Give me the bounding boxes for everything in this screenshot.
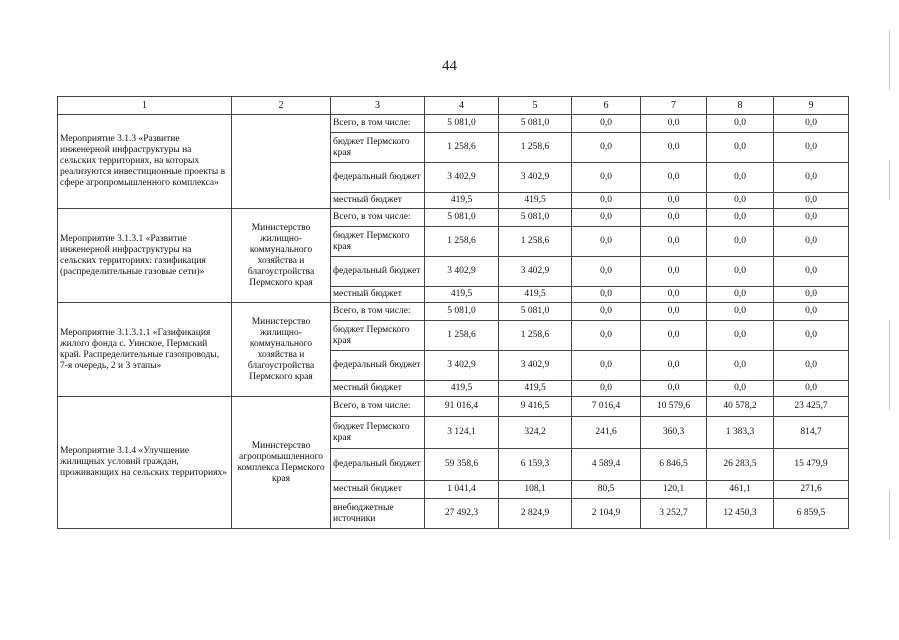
amount-cell: 91 016,4 <box>425 397 499 417</box>
funding-source: Всего, в том числе: <box>331 115 425 133</box>
table-row <box>58 303 849 321</box>
amount-cell: 5 081,0 <box>425 115 499 133</box>
amount-cell: 419,5 <box>499 287 572 303</box>
amount-cell: 360,3 <box>641 417 707 449</box>
amount-cell: 0,0 <box>572 193 641 209</box>
column-header: 4 <box>425 97 499 115</box>
funding-source: Всего, в том числе: <box>331 397 425 417</box>
amount-cell: 0,0 <box>707 193 774 209</box>
scan-edge-marks <box>887 20 893 620</box>
amount-cell: 0,0 <box>707 163 774 193</box>
amount-cell: 120,1 <box>641 481 707 499</box>
amount-cell: 0,0 <box>774 257 849 287</box>
amount-cell: 2 104,9 <box>572 499 641 529</box>
amount-cell: 0,0 <box>572 303 641 321</box>
funding-source: внебюджетные источники <box>331 499 425 529</box>
responsible-executor <box>232 115 331 209</box>
amount-cell: 0,0 <box>572 209 641 227</box>
amount-cell: 0,0 <box>641 227 707 257</box>
amount-cell: 0,0 <box>774 287 849 303</box>
funding-source: бюджет Пермского края <box>331 227 425 257</box>
funding-source: местный бюджет <box>331 287 425 303</box>
amount-cell: 6 159,3 <box>499 449 572 481</box>
amount-cell: 3 252,7 <box>641 499 707 529</box>
amount-cell: 5 081,0 <box>499 209 572 227</box>
amount-cell: 3 402,9 <box>425 351 499 381</box>
funding-source: бюджет Пермского края <box>331 133 425 163</box>
amount-cell: 12 450,3 <box>707 499 774 529</box>
amount-cell: 0,0 <box>641 163 707 193</box>
amount-cell: 0,0 <box>572 351 641 381</box>
responsible-executor: Министерство агропромышленного комплекса Пермского края <box>232 397 331 529</box>
amount-cell: 4 589,4 <box>572 449 641 481</box>
amount-cell: 2 824,9 <box>499 499 572 529</box>
amount-cell: 0,0 <box>572 257 641 287</box>
amount-cell: 0,0 <box>707 115 774 133</box>
amount-cell: 324,2 <box>499 417 572 449</box>
amount-cell: 419,5 <box>425 287 499 303</box>
amount-cell: 1 383,3 <box>707 417 774 449</box>
table-header-row <box>58 97 849 115</box>
column-header: 5 <box>499 97 572 115</box>
measure-name: Мероприятие 3.1.4 «Улучшение жилищных условий граждан, проживающих на сельских территориях» <box>58 397 232 529</box>
amount-cell: 3 124,1 <box>425 417 499 449</box>
amount-cell: 15 479,9 <box>774 449 849 481</box>
amount-cell: 0,0 <box>774 381 849 397</box>
amount-cell: 1 258,6 <box>499 227 572 257</box>
funding-source: местный бюджет <box>331 481 425 499</box>
amount-cell: 0,0 <box>641 381 707 397</box>
amount-cell: 3 402,9 <box>499 163 572 193</box>
table-row <box>58 397 849 417</box>
amount-cell: 461,1 <box>707 481 774 499</box>
amount-cell: 419,5 <box>499 193 572 209</box>
amount-cell: 0,0 <box>774 227 849 257</box>
column-header: 6 <box>572 97 641 115</box>
amount-cell: 814,7 <box>774 417 849 449</box>
amount-cell: 1 258,6 <box>425 321 499 351</box>
amount-cell: 5 081,0 <box>425 303 499 321</box>
amount-cell: 0,0 <box>774 351 849 381</box>
amount-cell: 0,0 <box>774 115 849 133</box>
column-header: 8 <box>707 97 774 115</box>
amount-cell: 0,0 <box>774 193 849 209</box>
amount-cell: 0,0 <box>707 257 774 287</box>
amount-cell: 0,0 <box>707 381 774 397</box>
amount-cell: 0,0 <box>774 163 849 193</box>
amount-cell: 0,0 <box>774 303 849 321</box>
amount-cell: 419,5 <box>499 381 572 397</box>
amount-cell: 0,0 <box>774 321 849 351</box>
funding-source: федеральный бюджет <box>331 449 425 481</box>
funding-source: Всего, в том числе: <box>331 303 425 321</box>
amount-cell: 241,6 <box>572 417 641 449</box>
amount-cell: 0,0 <box>707 321 774 351</box>
funding-source: бюджет Пермского края <box>331 417 425 449</box>
amount-cell: 5 081,0 <box>425 209 499 227</box>
column-header: 1 <box>58 97 232 115</box>
amount-cell: 0,0 <box>641 321 707 351</box>
amount-cell: 419,5 <box>425 193 499 209</box>
amount-cell: 1 258,6 <box>499 321 572 351</box>
amount-cell: 3 402,9 <box>425 163 499 193</box>
budget-table <box>57 96 849 529</box>
table-row <box>58 115 849 133</box>
amount-cell: 3 402,9 <box>499 351 572 381</box>
amount-cell: 0,0 <box>707 287 774 303</box>
funding-source: местный бюджет <box>331 193 425 209</box>
amount-cell: 27 492,3 <box>425 499 499 529</box>
measure-name: Мероприятие 3.1.3 «Развитие инженерной инфраструктуры на сельских территориях, на которых реализуются инвестиционные проекты в сфере агропромышленного комплекса» <box>58 115 232 209</box>
funding-source: местный бюджет <box>331 381 425 397</box>
funding-source: Всего, в том числе: <box>331 209 425 227</box>
amount-cell: 59 358,6 <box>425 449 499 481</box>
amount-cell: 419,5 <box>425 381 499 397</box>
column-header: 7 <box>641 97 707 115</box>
amount-cell: 0,0 <box>707 351 774 381</box>
amount-cell: 0,0 <box>641 303 707 321</box>
measure-name: Мероприятие 3.1.3.1.1 «Газификация жилого фонда с. Уинское, Пермский край. Распределительные газопроводы, 7-я очередь, 2 и 3 этапы» <box>58 303 232 397</box>
amount-cell: 3 402,9 <box>425 257 499 287</box>
amount-cell: 23 425,7 <box>774 397 849 417</box>
amount-cell: 0,0 <box>641 193 707 209</box>
amount-cell: 0,0 <box>572 381 641 397</box>
amount-cell: 1 041,4 <box>425 481 499 499</box>
amount-cell: 271,6 <box>774 481 849 499</box>
amount-cell: 0,0 <box>774 209 849 227</box>
amount-cell: 0,0 <box>641 115 707 133</box>
amount-cell: 0,0 <box>774 133 849 163</box>
amount-cell: 0,0 <box>707 303 774 321</box>
amount-cell: 0,0 <box>572 321 641 351</box>
amount-cell: 0,0 <box>707 133 774 163</box>
responsible-executor: Министерство жилищно-коммунального хозяйства и благоустройства Пермского края <box>232 209 331 303</box>
amount-cell: 1 258,6 <box>425 133 499 163</box>
amount-cell: 1 258,6 <box>499 133 572 163</box>
amount-cell: 7 016,4 <box>572 397 641 417</box>
amount-cell: 0,0 <box>641 351 707 381</box>
amount-cell: 0,0 <box>707 209 774 227</box>
funding-source: федеральный бюджет <box>331 257 425 287</box>
funding-source: федеральный бюджет <box>331 351 425 381</box>
page-number: 44 <box>442 58 457 74</box>
amount-cell: 3 402,9 <box>499 257 572 287</box>
amount-cell: 26 283,5 <box>707 449 774 481</box>
amount-cell: 0,0 <box>572 227 641 257</box>
table-row <box>58 209 849 227</box>
amount-cell: 80,5 <box>572 481 641 499</box>
amount-cell: 6 846,5 <box>641 449 707 481</box>
amount-cell: 5 081,0 <box>499 303 572 321</box>
amount-cell: 1 258,6 <box>425 227 499 257</box>
amount-cell: 5 081,0 <box>499 115 572 133</box>
funding-source: федеральный бюджет <box>331 163 425 193</box>
column-header: 3 <box>331 97 425 115</box>
responsible-executor: Министерство жилищно-коммунального хозяйства и благоустройства Пермского края <box>232 303 331 397</box>
column-header: 2 <box>232 97 331 115</box>
amount-cell: 10 579,6 <box>641 397 707 417</box>
amount-cell: 108,1 <box>499 481 572 499</box>
amount-cell: 0,0 <box>641 133 707 163</box>
amount-cell: 0,0 <box>572 287 641 303</box>
column-header: 9 <box>774 97 849 115</box>
amount-cell: 0,0 <box>572 163 641 193</box>
amount-cell: 0,0 <box>707 227 774 257</box>
amount-cell: 0,0 <box>572 133 641 163</box>
amount-cell: 0,0 <box>641 287 707 303</box>
funding-source: бюджет Пермского края <box>331 321 425 351</box>
amount-cell: 40 578,2 <box>707 397 774 417</box>
amount-cell: 0,0 <box>572 115 641 133</box>
amount-cell: 0,0 <box>641 209 707 227</box>
measure-name: Мероприятие 3.1.3.1 «Развитие инженерной инфраструктуры на сельских территориях: газификация (распределительные газовые сети)» <box>58 209 232 303</box>
amount-cell: 0,0 <box>641 257 707 287</box>
amount-cell: 9 416,5 <box>499 397 572 417</box>
amount-cell: 6 859,5 <box>774 499 849 529</box>
